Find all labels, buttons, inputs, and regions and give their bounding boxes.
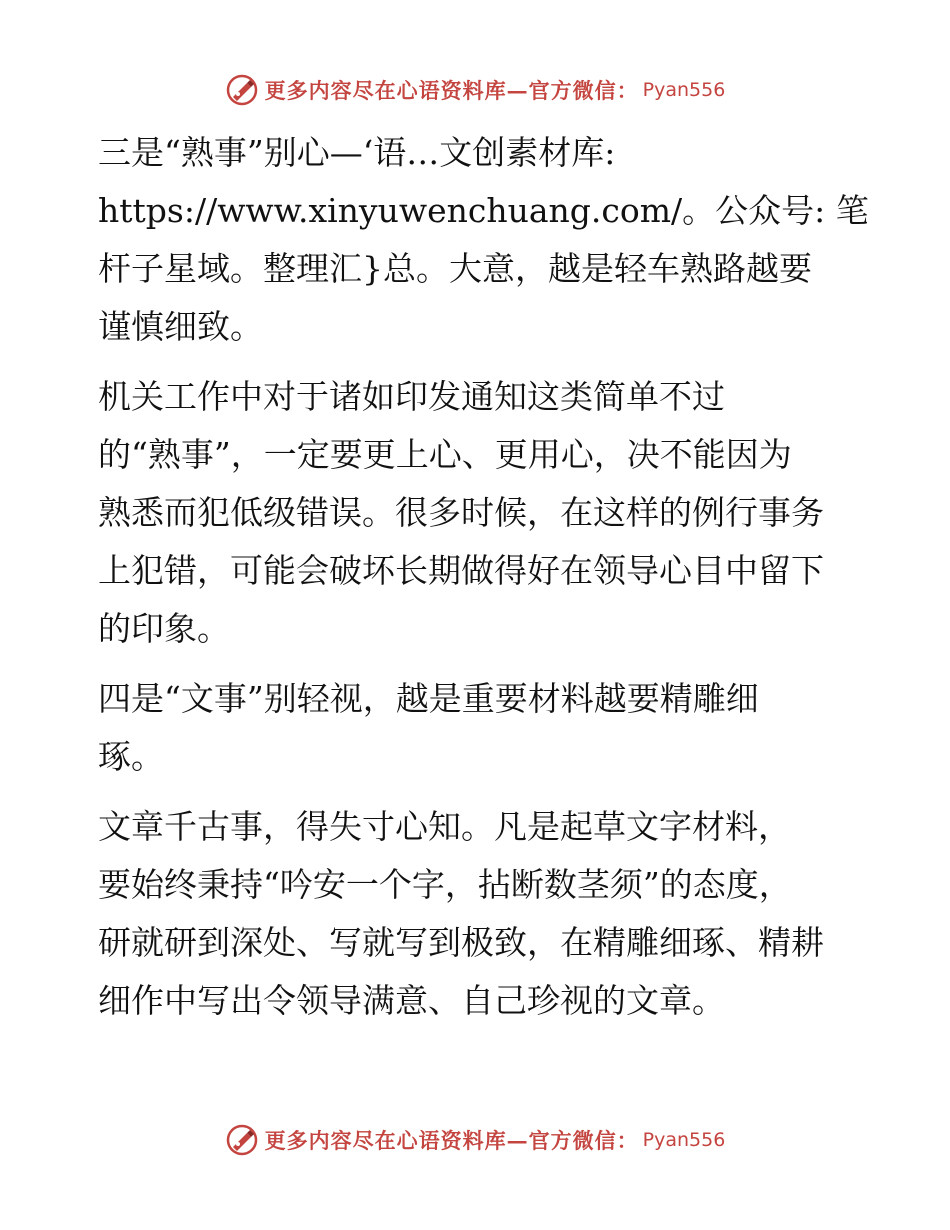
header-dash: — xyxy=(506,77,529,103)
footer-dash: — xyxy=(506,1127,529,1153)
paragraph-line: 要始终秉持“吟安一个字，拈断数茎须”的态度， xyxy=(98,865,792,904)
footer-title: 更多内容尽在心语资料库 xyxy=(264,1128,507,1153)
header-wechat-id: Pyan556 xyxy=(642,79,726,101)
paragraph-line: 杆子星域。整理汇}总。大意，越是轻车熟路越要 xyxy=(98,249,812,288)
paragraph-line: 机关工作中对于诸如印发通知这类简单不过 xyxy=(98,377,725,416)
footer-wechat-id: Pyan556 xyxy=(642,1129,726,1151)
paragraph-4 xyxy=(98,798,854,1030)
paragraph-line: 文章千古事，得失寸心知。凡是起草文字材料， xyxy=(98,807,791,846)
paragraph-2 xyxy=(98,368,854,658)
header-banner xyxy=(0,70,950,110)
paragraph-line: 上犯错，可能会破坏长期做得好在领导心目中留下 xyxy=(98,551,824,590)
footer-wechat-label: 官方微信： xyxy=(528,1128,639,1153)
paragraph-line: 琢。 xyxy=(98,737,164,776)
header-wechat-label: 官方微信： xyxy=(528,78,639,103)
pen-logo-icon xyxy=(225,1123,259,1157)
paragraph-line: 细作中写出令领导满意、自己珍视的文章。 xyxy=(98,981,725,1020)
paragraph-line: 三是“熟事”别心—‘语…文创素材库: xyxy=(98,133,616,172)
paragraph-line: 研就研到深处、写就写到极致，在精雕细琢、精耕 xyxy=(98,923,824,962)
footer-banner xyxy=(0,1120,950,1160)
paragraph-line: 熟悉而犯低级错误。很多时候，在这样的例行事务 xyxy=(98,493,824,532)
paragraph-line: 的印象。 xyxy=(98,609,230,648)
paragraph-line: 谨慎细致。 xyxy=(98,307,263,346)
paragraph-line: https://www.xinyuwenchuang.com/。公众号: 笔 xyxy=(98,191,869,230)
paragraph-line: 四是“文事”别轻视，越是重要材料越要精雕细 xyxy=(98,679,759,718)
paragraph-1 xyxy=(98,124,869,356)
document-body xyxy=(98,124,869,1042)
paragraph-line: 的“熟事”，一定要更上心、更用心，决不能因为 xyxy=(98,435,792,474)
header-title: 更多内容尽在心语资料库 xyxy=(264,78,507,103)
pen-logo-icon xyxy=(225,73,259,107)
paragraph-3 xyxy=(98,670,854,786)
